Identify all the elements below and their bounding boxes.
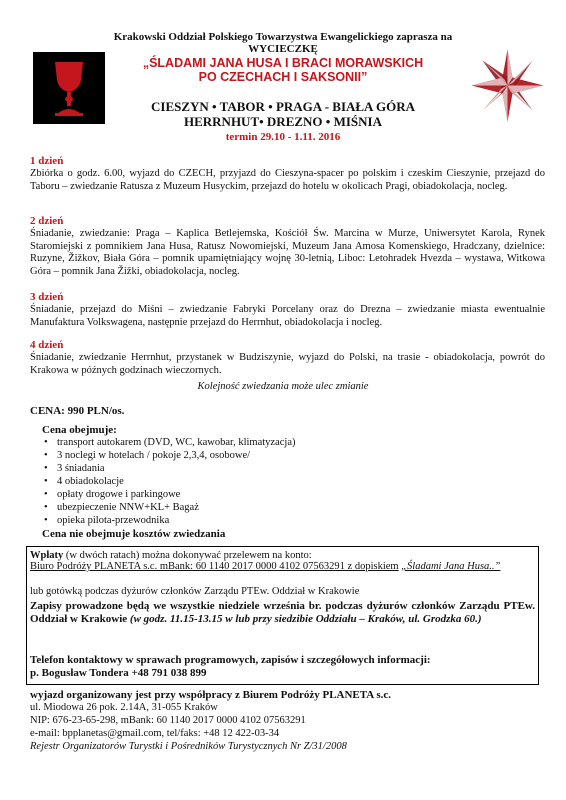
payment-text: (w dwóch ratach) można dokonywać przelewem na konto: bbox=[63, 550, 312, 561]
includes-heading: Cena obejmuje: bbox=[42, 424, 117, 436]
price: CENA: 990 PLN/os. bbox=[30, 405, 125, 417]
list-item: • 3 śniadania bbox=[42, 463, 295, 476]
footer-address: ul. Miodowa 26 pok. 2.14A, 31-055 Kraków bbox=[30, 702, 218, 714]
payment-label: Wpłaty bbox=[30, 550, 64, 561]
footer bbox=[30, 689, 540, 754]
footer-heading: wyjazd organizowany jest przy współpracy z Biurem Podróży PLANETA s.c. bbox=[30, 689, 392, 701]
day-heading: 3 dzień bbox=[30, 291, 64, 303]
day-heading: 4 dzień bbox=[30, 339, 64, 351]
day-text: Śniadanie, zwiedzanie: Praga – Kaplica Betlejemska, Kościół Św. Marcina w Murze, Uniwersytet Karola, Rynek Staromiejski z pomnikiem Jana Husa, Ratusz Nowomiejski, Muzeum Jana Amosa Komenskiego, Hradczany, dzielnice: Ruzyne, Žižkov, Biała Góra – pomnik upamiętniający wojnę 30-letnią, Liboc: Letohradek Hvezda – wystawa, Witkowa Góra – pomnik Jana Žižki, obiadokolacja, nocleg. bbox=[30, 228, 545, 277]
includes-list bbox=[42, 437, 295, 528]
contact-line2: p. Bogusław Tondera +48 791 038 899 bbox=[30, 667, 207, 680]
trip-label: WYCIECZKĘ bbox=[248, 43, 318, 55]
cash-payment: lub gotówką podczas dyżurów członków Zarządu PTEw. Oddział w Krakowie bbox=[30, 586, 360, 597]
bank-account-note: „Śladami Jana Husa..” bbox=[401, 561, 501, 572]
day-text: Zbiórka o godz. 6.00, wyjazd do CZECH, przyjazd do Cieszyna-spacer po polskim i czeskim Cieszynie, przejazd do Taboru – zwiedzanie Ratusza z Muzeum Husyckim, przejazd do hotelu w okolicach Pragi, obiadokolacja, nocleg. bbox=[30, 168, 545, 192]
footer-email: e-mail: bpplanetas@gmail.com, tel/faks: +48 12 422-03-34 bbox=[30, 728, 280, 739]
day-1 bbox=[30, 155, 545, 193]
trip-term: termin 29.10 - 1.11. 2016 bbox=[225, 131, 341, 143]
list-item: • 3 noclegi w hotelach / pokoje 2,3,4, osobowe/ bbox=[42, 450, 295, 463]
registration bbox=[30, 600, 535, 626]
list-item: • opieka pilota-przewodnika bbox=[42, 515, 295, 528]
contact bbox=[30, 654, 535, 680]
list-item: • 4 obiadokolacje bbox=[42, 476, 295, 489]
bank-account bbox=[30, 561, 535, 574]
route bbox=[0, 100, 566, 130]
footer-nip: NIP: 676-23-65-298, mBank: 60 1140 2017 0000 4102 07563291 bbox=[30, 715, 306, 727]
registration-main: Zapisy prowadzone będą we wszystkie niedziele września br. podczas dyżurów członków Zarządu PTEw. Oddział w Krakowie bbox=[30, 600, 535, 626]
day-text: Śniadanie, zwiedzanie Herrnhut, przystanek w Budziszynie, wyjazd do Polski, na trasie - obiadokolacja, powrót do Krakowa w późnych godzinach wieczornych. bbox=[30, 352, 545, 376]
list-item: • transport autokarem (DVD, WC, kawobar, klimatyzacja) bbox=[42, 437, 295, 450]
registration-detail: (w godz. 11.15-13.15 w lub przy siedzibie Oddziału – Kraków, ul. Grodzka 60.) bbox=[127, 613, 482, 626]
route-line2: HERRNHUT• DREZNO • MIŚNIA bbox=[184, 113, 382, 129]
day-2 bbox=[30, 215, 545, 279]
order-note: Kolejność zwiedzania może ulec zmianie bbox=[197, 381, 369, 392]
excludes-note: Cena nie obejmuje kosztów zwiedzania bbox=[42, 528, 226, 540]
day-heading: 2 dzień bbox=[30, 215, 64, 227]
list-item: • opłaty drogowe i parkingowe bbox=[42, 489, 295, 502]
list-item: • ubezpieczenie NNW+KL+ Bagaż bbox=[42, 502, 295, 515]
footer-registry: Rejestr Organizatorów Turystki i Pośredników Turystycznych Nr Z/31/2008 bbox=[30, 740, 347, 752]
bank-account-text: Biuro Podróży PLANETA s.c. mBank: 60 1140 2017 0000 4102 07563291 z dopiskiem bbox=[30, 561, 399, 572]
day-4 bbox=[30, 339, 545, 377]
route-line1: CIESZYN • TABOR • PRAGA - BIAŁA GÓRA bbox=[151, 99, 415, 114]
trip-title-line2: PO CZECHACH I SAKSONII” bbox=[198, 70, 368, 85]
intro-text: Krakowski Oddział Polskiego Towarzystwa Ewangelickiego zaprasza na bbox=[113, 31, 453, 43]
day-heading: 1 dzień bbox=[30, 155, 64, 167]
contact-line1: Telefon kontaktowy w sprawach programowych, zapisów i szczegółowych informacji: bbox=[30, 654, 431, 666]
trip-title bbox=[0, 56, 566, 85]
day-3 bbox=[30, 291, 545, 329]
day-text: Śniadanie, przejazd do Miśni – zwiedzanie Fabryki Porcelany oraz do Drezna – zwiedzanie miasta ewentualnie Manufaktura Volkswagena, następnie przejazd do Herrnhut, obiadokolacja i nocleg. bbox=[30, 304, 545, 328]
trip-title-line1: „ŚLADAMI JANA HUSA I BRACI MORAWSKICH bbox=[142, 56, 424, 70]
